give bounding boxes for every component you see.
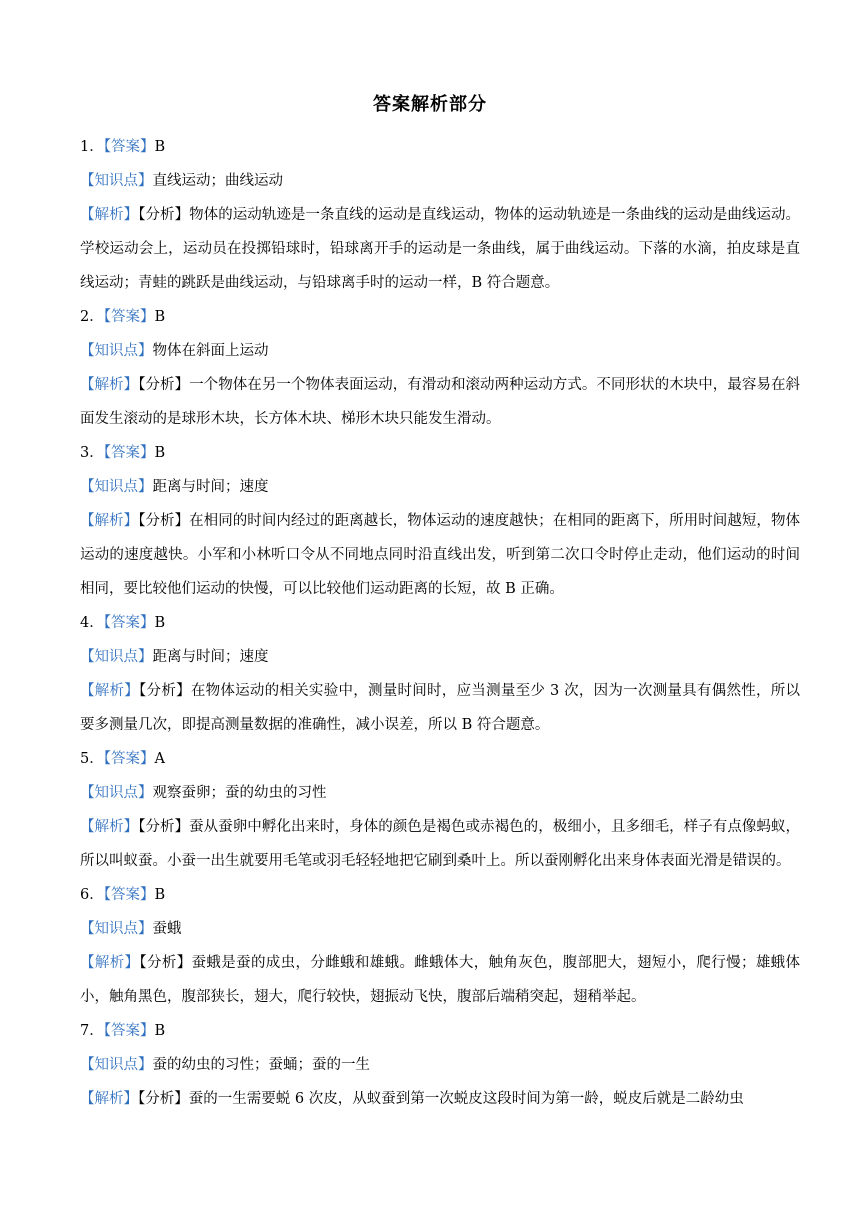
knowledge-tag: 【知识点】 bbox=[80, 479, 153, 495]
item-number: 6． bbox=[80, 887, 104, 903]
knowledge-line bbox=[80, 334, 800, 368]
knowledge-tag: 【知识点】 bbox=[80, 649, 153, 665]
fenxi-tag: 【分析】 bbox=[139, 955, 192, 971]
answer-tag: 【答案】 bbox=[103, 615, 155, 631]
item-number: 3． bbox=[80, 445, 104, 461]
analysis-paragraph bbox=[80, 504, 800, 606]
answer-item bbox=[80, 878, 800, 1014]
answer-tag: 【答案】 bbox=[103, 1023, 155, 1039]
fenxi-tag: 【分析】 bbox=[138, 207, 190, 223]
analysis-paragraph bbox=[80, 946, 800, 1014]
answer-value: B bbox=[154, 615, 166, 631]
analysis-tag: 【解析】 bbox=[80, 377, 139, 393]
answer-line bbox=[80, 1014, 800, 1048]
answer-item bbox=[80, 606, 800, 742]
analysis-text: 蚕从蚕卵中孵化出来时，身体的颜色是褐色或赤褐色的，极细小，且多细毛，样子有点像蚂蚁，所以叫蚁蚕。小蚕一出生就要用毛笔或羽毛轻轻地把它刷到桑叶上。所以蚕刚孵化出来身体表面光滑是错误的。 bbox=[80, 819, 801, 869]
knowledge-line bbox=[80, 776, 800, 810]
answer-value: B bbox=[154, 1023, 166, 1039]
analysis-text: 蚕的一生需要蜕 6 次皮，从蚁蚕到第一次蜕皮这段时间为第一龄，蜕皮后就是二龄幼虫 bbox=[188, 1091, 744, 1107]
item-number: 2． bbox=[80, 309, 104, 325]
analysis-paragraph bbox=[80, 368, 800, 436]
fenxi-tag: 【分析】 bbox=[138, 819, 190, 835]
analysis-tag: 【解析】 bbox=[80, 1091, 138, 1107]
analysis-text: 一个物体在另一个物体表面运动，有滑动和滚动两种运动方式。不同形状的木块中，最容易在斜面发生滚动的是球形木块，长方体木块、梯形木块只能发生滑动。 bbox=[80, 377, 801, 427]
answer-line bbox=[80, 742, 800, 776]
analysis-tag: 【解析】 bbox=[80, 207, 139, 223]
analysis-text: 在相同的时间内经过的距离越长，物体运动的速度越快；在相同的距离下，所用时间越短，物体运动的速度越快。小军和小林听口令从不同地点同时沿直线出发，听到第二次口令时停止走动，他们运动的时间相同，要比较他们运动的快慢，可以比较他们运动距离的长短，故 B 正确。 bbox=[80, 513, 801, 597]
answer-value: B bbox=[154, 887, 166, 903]
analysis-tag: 【解析】 bbox=[80, 955, 140, 971]
knowledge-value: 观察蚕卵；蚕的幼虫的习性 bbox=[152, 785, 327, 801]
answer-line bbox=[80, 878, 800, 912]
fenxi-tag: 【分析】 bbox=[138, 513, 190, 529]
fenxi-tag: 【分析】 bbox=[138, 1091, 189, 1107]
knowledge-tag: 【知识点】 bbox=[80, 343, 153, 359]
answer-item bbox=[80, 742, 800, 878]
knowledge-value: 距离与时间；速度 bbox=[152, 649, 269, 665]
knowledge-line bbox=[80, 640, 800, 674]
page-title: 答案解析部分 bbox=[373, 94, 487, 115]
analysis-paragraph bbox=[80, 674, 800, 742]
answer-item bbox=[80, 300, 800, 436]
answer-value: B bbox=[154, 309, 166, 325]
analysis-tag: 【解析】 bbox=[80, 513, 139, 529]
knowledge-value: 蚕的幼虫的习性；蚕蛹；蚕的一生 bbox=[152, 1057, 370, 1073]
answer-item bbox=[80, 1014, 800, 1116]
answer-line bbox=[80, 130, 800, 164]
analysis-text: 物体的运动轨迹是一条直线的运动是直线运动，物体的运动轨迹是一条曲线的运动是曲线运动。学校运动会上，运动员在投掷铅球时，铅球离开手的运动是一条曲线，属于曲线运动。下落的水滴，拍皮球是直线运动；青蛙的跳跃是曲线运动，与铅球离手时的运动一样，B 符合题意。 bbox=[80, 207, 801, 291]
analysis-paragraph bbox=[80, 810, 800, 878]
answer-tag: 【答案】 bbox=[103, 751, 155, 767]
knowledge-line bbox=[80, 164, 800, 198]
answer-value: A bbox=[154, 751, 165, 767]
answer-value: B bbox=[154, 445, 166, 461]
analysis-paragraph bbox=[80, 1082, 800, 1116]
knowledge-tag: 【知识点】 bbox=[80, 173, 153, 189]
fenxi-tag: 【分析】 bbox=[139, 683, 191, 699]
answer-item bbox=[80, 130, 800, 300]
knowledge-value: 直线运动；曲线运动 bbox=[152, 173, 283, 189]
knowledge-line bbox=[80, 1048, 800, 1082]
item-number: 7． bbox=[80, 1023, 104, 1039]
answer-tag: 【答案】 bbox=[103, 309, 155, 325]
answer-tag: 【答案】 bbox=[103, 445, 155, 461]
analysis-text: 蚕蛾是蚕的成虫，分雌蛾和雄蛾。雌蛾体大，触角灰色，腹部肥大，翅短小，爬行慢；雄蛾体小，触角黑色，腹部狭长，翅大，爬行较快，翅振动飞快，腹部后端稍突起，翅稍举起。 bbox=[80, 955, 801, 1005]
answer-tag: 【答案】 bbox=[103, 887, 155, 903]
answer-line bbox=[80, 606, 800, 640]
fenxi-tag: 【分析】 bbox=[138, 377, 190, 393]
analysis-paragraph bbox=[80, 198, 800, 300]
answer-value: B bbox=[154, 139, 166, 155]
analysis-tag: 【解析】 bbox=[80, 819, 139, 835]
analysis-text: 在物体运动的相关实验中，测量时间时，应当测量至少 3 次，因为一次测量具有偶然性，所以要多测量几次，即提高测量数据的准确性，减小误差，所以 B 符合题意。 bbox=[80, 683, 800, 733]
knowledge-line bbox=[80, 912, 800, 946]
answer-line bbox=[80, 300, 800, 334]
analysis-tag: 【解析】 bbox=[80, 683, 140, 699]
item-number: 5． bbox=[80, 751, 104, 767]
answer-line bbox=[80, 436, 800, 470]
item-number: 1． bbox=[80, 139, 104, 155]
knowledge-line bbox=[80, 470, 800, 504]
item-number: 4． bbox=[80, 615, 104, 631]
knowledge-value: 物体在斜面上运动 bbox=[152, 343, 269, 359]
answer-item bbox=[80, 436, 800, 606]
knowledge-value: 距离与时间；速度 bbox=[152, 479, 269, 495]
knowledge-tag: 【知识点】 bbox=[80, 1057, 153, 1073]
knowledge-value: 蚕蛾 bbox=[152, 921, 182, 937]
knowledge-tag: 【知识点】 bbox=[80, 785, 153, 801]
knowledge-tag: 【知识点】 bbox=[80, 921, 153, 937]
answer-list bbox=[80, 130, 800, 1116]
answer-tag: 【答案】 bbox=[103, 139, 155, 155]
